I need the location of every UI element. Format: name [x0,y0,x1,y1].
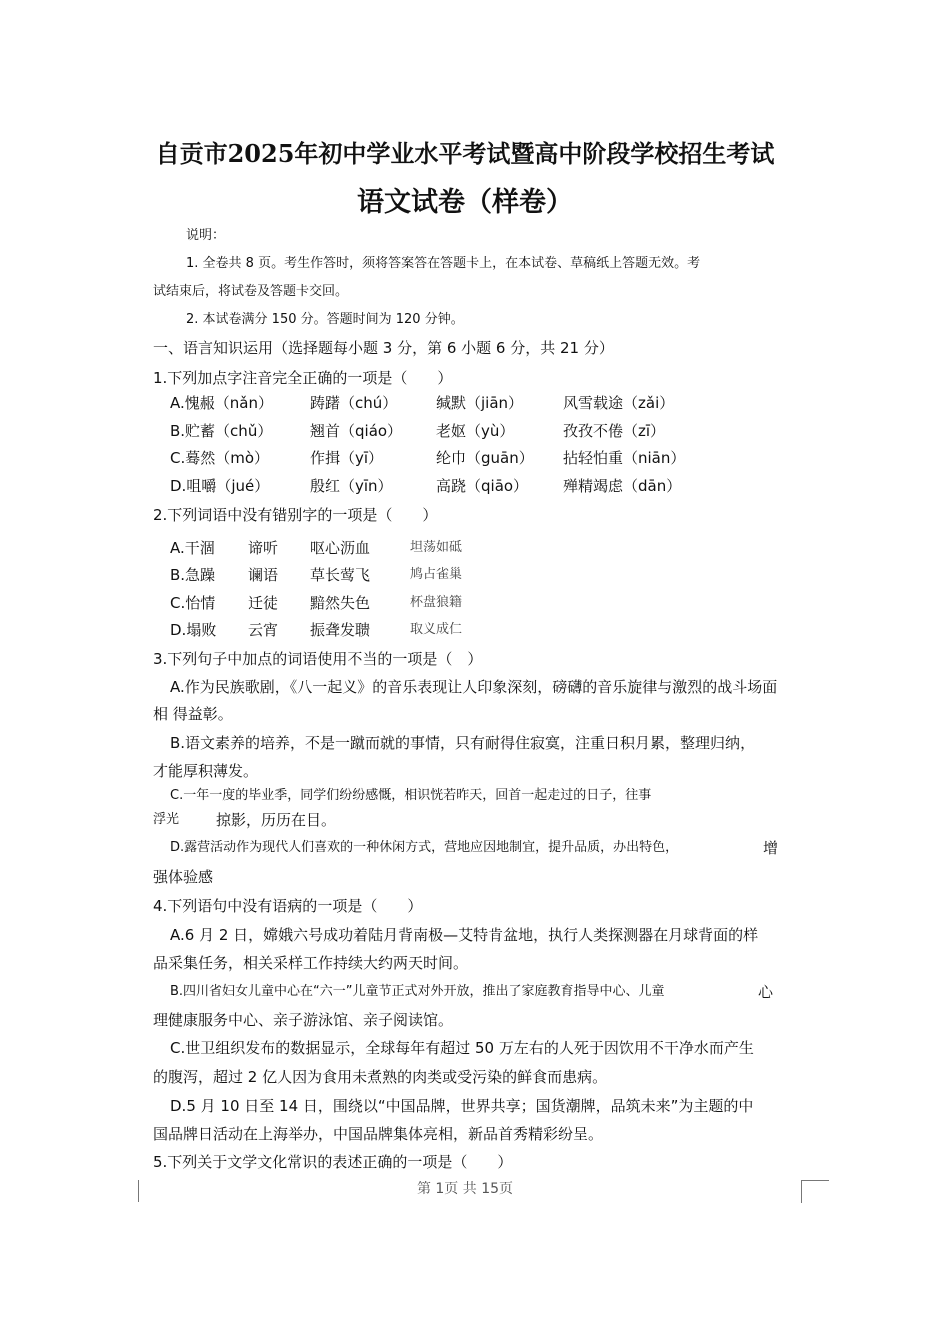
q1-option-b-4: 孜孜不倦（zī） [563,422,666,440]
q1-option-a-2: 踌躇（chú） [310,394,398,412]
question-2-stem: 2.下列词语中没有错别字的一项是（ ） [153,506,438,524]
q4-option-b-line-1: B.四川省妇女儿童中心在“六一”儿童节正式对外开放，推出了家庭教育指导中心、儿童 [170,984,665,999]
q4-option-b-line-1-end: 心 [758,983,774,1001]
q2-option-d-4: 取义成仁 [410,622,463,637]
q2-option-c-3: 黯然失色 [310,594,371,612]
q3-option-d-line-1-end: 增 [763,839,779,857]
q2-option-c-1: C.怡情 [170,594,216,612]
q3-option-d-line-1: D.露营活动作为现代人们喜欢的一种休闲方式，营地应因地制宜，提升品质，办出特色， [170,840,679,855]
section-1-heading: 一、语言知识运用（选择题每小题 3 分，第 6 小题 6 分，共 21 分） [153,339,614,357]
q3-option-d-line-2: 强体验感 [153,868,214,886]
q2-option-d-2: 云宵 [248,621,279,639]
q1-option-a-1: A.愧赧（nǎn） [170,394,273,412]
corner-mark-left [138,1180,139,1202]
q2-option-c-2: 迁徒 [248,594,279,612]
question-3-stem: 3.下列句子中加点的词语使用不当的一项是（ ） [153,650,483,668]
q1-option-b-2: 翘首（qiáo） [310,422,403,440]
q2-option-b-3: 草长莺飞 [310,566,371,584]
q1-option-c-1: C.蓦然（mò） [170,449,270,467]
question-4-stem: 4.下列语句中没有语病的一项是（ ） [153,897,423,915]
q1-option-b-1: B.贮蓄（chǔ） [170,422,273,440]
q1-option-c-2: 作揖（yī） [310,449,384,467]
q1-option-c-3: 纶巾（guān） [436,449,534,467]
question-1-stem: 1.下列加点字注音完全正确的一项是（ ） [153,369,453,387]
q2-option-b-4: 鸠占雀巢 [410,567,463,582]
q3-option-a-line-2: 相 得益彰。 [153,705,233,723]
q4-option-a-line-1: A.6 月 2 日，嫦娥六号成功着陆月背南极—艾特肯盆地，执行人类探测器在月球背面的样 [170,926,759,944]
q3-option-c-line-1: C.一年一度的毕业季，同学们纷纷感慨，相识恍若昨天，回首一起走过的日子，往事 [170,788,652,803]
corner-mark-right [801,1180,829,1203]
q4-option-a-line-2: 品采集任务，相关采样工作持续大约两天时间。 [153,954,469,972]
q4-option-b-line-2: 理健康服务中心、亲子游泳馆、亲子阅读馆。 [153,1011,454,1029]
q3-option-b-line-2: 才能厚积薄发。 [153,762,259,780]
q3-option-c-line-2a: 浮光 [153,812,180,827]
q2-option-c-4: 杯盘狼籍 [410,595,463,610]
q4-option-d-line-2: 国品牌日活动在上海举办，中国品牌集体亮相，新品首秀精彩纷呈。 [153,1125,604,1143]
exam-subtitle: 语文试卷（样卷） [357,187,573,218]
q1-option-b-3: 老妪（yù） [436,422,515,440]
q3-option-b-line-1: B.语文素养的培养，不是一蹴而就的事情，只有耐得住寂寞，注重日积月累，整理归纳， [170,734,756,752]
q1-option-a-3: 缄默（jiān） [436,394,524,412]
page-number: 第 1页 共 15页 [416,1181,514,1197]
q1-option-a-4: 风雪载途（zǎi） [563,394,675,412]
instructions-label: 说明： [186,228,226,243]
q2-option-a-2: 谛听 [248,539,279,557]
q3-option-c-line-2b: 掠影，历历在目。 [216,811,337,829]
q2-option-b-2: 谰语 [248,566,279,584]
q1-option-d-2: 殷红（yīn） [310,477,393,495]
q1-option-d-1: D.咀嚼（jué） [170,477,270,495]
question-5-stem: 5.下列关于文学文化常识的表述正确的一项是（ ） [153,1153,513,1171]
q4-option-d-line-1: D.5 月 10 日至 14 日，围绕以“中国品牌，世界共享；国货潮牌，品筑未来”为主题的中 [170,1097,754,1115]
q2-option-a-4: 坦荡如砥 [410,540,463,555]
q2-option-d-1: D.塌败 [170,621,217,639]
q2-option-a-3: 呕心沥血 [310,539,371,557]
q2-option-a-1: A.干涸 [170,539,215,557]
instruction-1-line-2: 试结束后，将试卷及答题卡交回。 [153,284,349,299]
instruction-1-line-1: 1. 全卷共 8 页。考生作答时，须将答案答在答题卡上，在本试卷、草稿纸上答题无效。考 [186,256,701,271]
instruction-2: 2. 本试卷满分 150 分。答题时间为 120 分钟。 [186,312,464,327]
q2-option-d-3: 振聋发聩 [310,621,371,639]
q4-option-c-line-2: 的腹泻，超过 2 亿人因为食用未煮熟的肉类或受污染的鲜食而患病。 [153,1068,608,1086]
q4-option-c-line-1: C.世卫组织发布的数据显示，全球每年有超过 50 万左右的人死于因饮用不干净水而产生 [170,1039,754,1057]
q1-option-d-4: 殚精竭虑（dān） [563,477,682,495]
q2-option-b-1: B.急躁 [170,566,216,584]
q1-option-c-4: 拈轻怕重（niān） [563,449,686,467]
q3-option-a-line-1: A.作为民族歌剧，《八一起义》的音乐表现让人印象深刻，磅礴的音乐旋律与激烈的战斗场面 [170,678,778,696]
q1-option-d-3: 高跷（qiāo） [436,477,529,495]
exam-title: 自贡市2025年初中学业水平考试暨高中阶段学校招生考试 [155,139,775,168]
